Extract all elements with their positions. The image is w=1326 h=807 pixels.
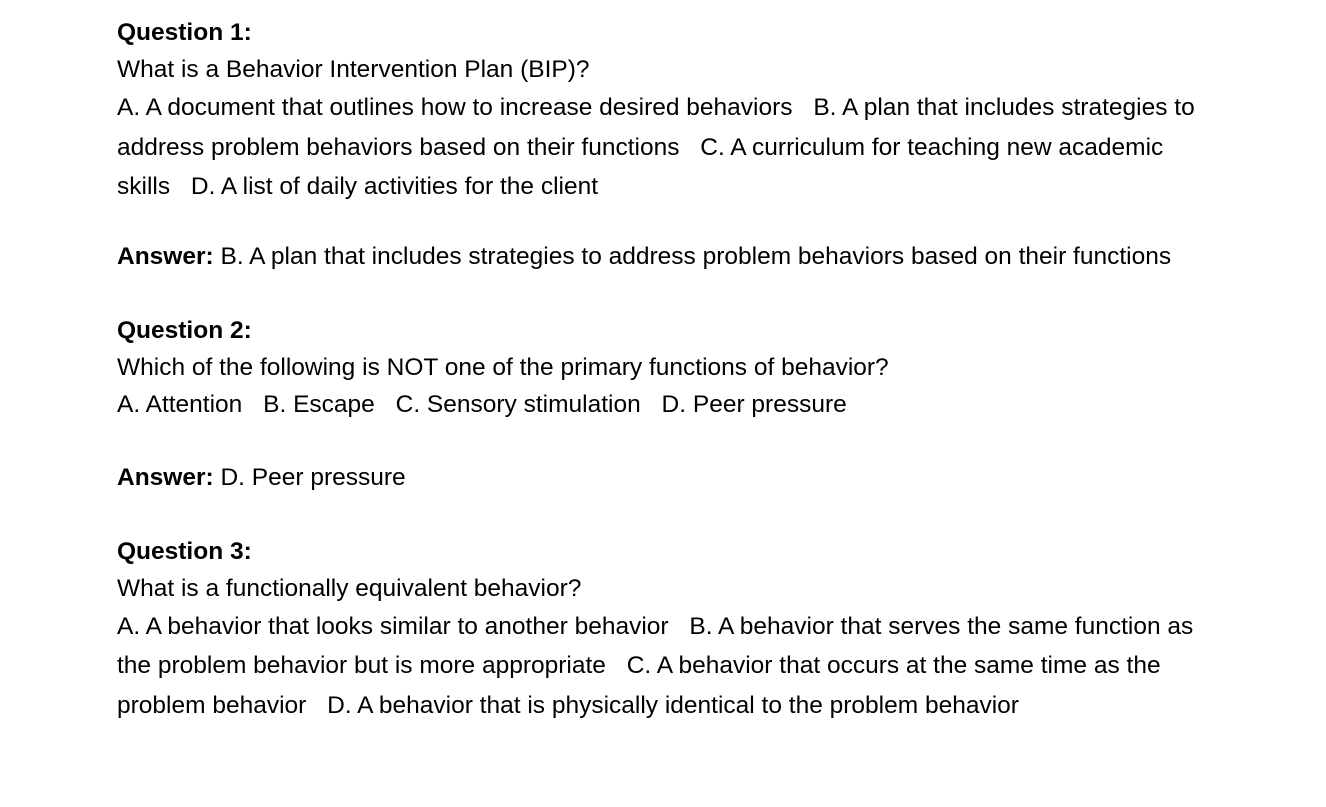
question-block-3: [117, 533, 1207, 726]
question-options: [117, 88, 1207, 207]
question-text: Which of the following is NOT one of the primary functions of behavior?: [117, 353, 889, 381]
answer-text: B. A plan that includes strategies to address problem behaviors based on their functions: [220, 242, 1172, 270]
question-text: What is a functionally equivalent behavior?: [117, 574, 582, 602]
answer-label: Answer:: [117, 463, 214, 491]
question-text: What is a Behavior Intervention Plan (BIP)?: [117, 56, 590, 83]
answer-text: D. Peer pressure: [220, 463, 406, 491]
answer-label: Answer:: [117, 242, 214, 270]
document-page: [117, 14, 1207, 725]
option-d: D. A behavior that is physically identical to the problem behavior: [327, 691, 1019, 719]
option-b: B. A behavior that serves the same function as the problem behavior but is more appropriate: [117, 612, 1194, 679]
question-heading: Question 2:: [117, 316, 252, 344]
question-block-1: [117, 14, 1207, 207]
answer-line: [117, 459, 1207, 496]
question-options: [117, 386, 1207, 423]
question-heading: Question 1:: [117, 19, 252, 46]
option-a: A. A document that outlines how to increase desired behaviors: [117, 94, 793, 121]
option-b: B. Escape: [263, 390, 375, 418]
option-a: A. Attention: [117, 390, 243, 418]
option-a: A. A behavior that looks similar to another behavior: [117, 612, 669, 640]
question-heading: Question 3:: [117, 537, 252, 565]
option-b: B. A plan that includes strategies to address problem behaviors based on their functions: [117, 94, 1195, 161]
option-c: C. Sensory stimulation: [395, 390, 641, 418]
option-c: C. A behavior that occurs at the same time as the problem behavior: [117, 652, 1161, 719]
option-c: C. A curriculum for teaching new academic skills: [117, 133, 1164, 200]
option-d: D. A list of daily activities for the client: [190, 173, 599, 200]
question-block-2: [117, 312, 1207, 423]
question-options: [117, 607, 1207, 726]
answer-line: [117, 238, 1207, 275]
option-d: D. Peer pressure: [661, 390, 847, 418]
